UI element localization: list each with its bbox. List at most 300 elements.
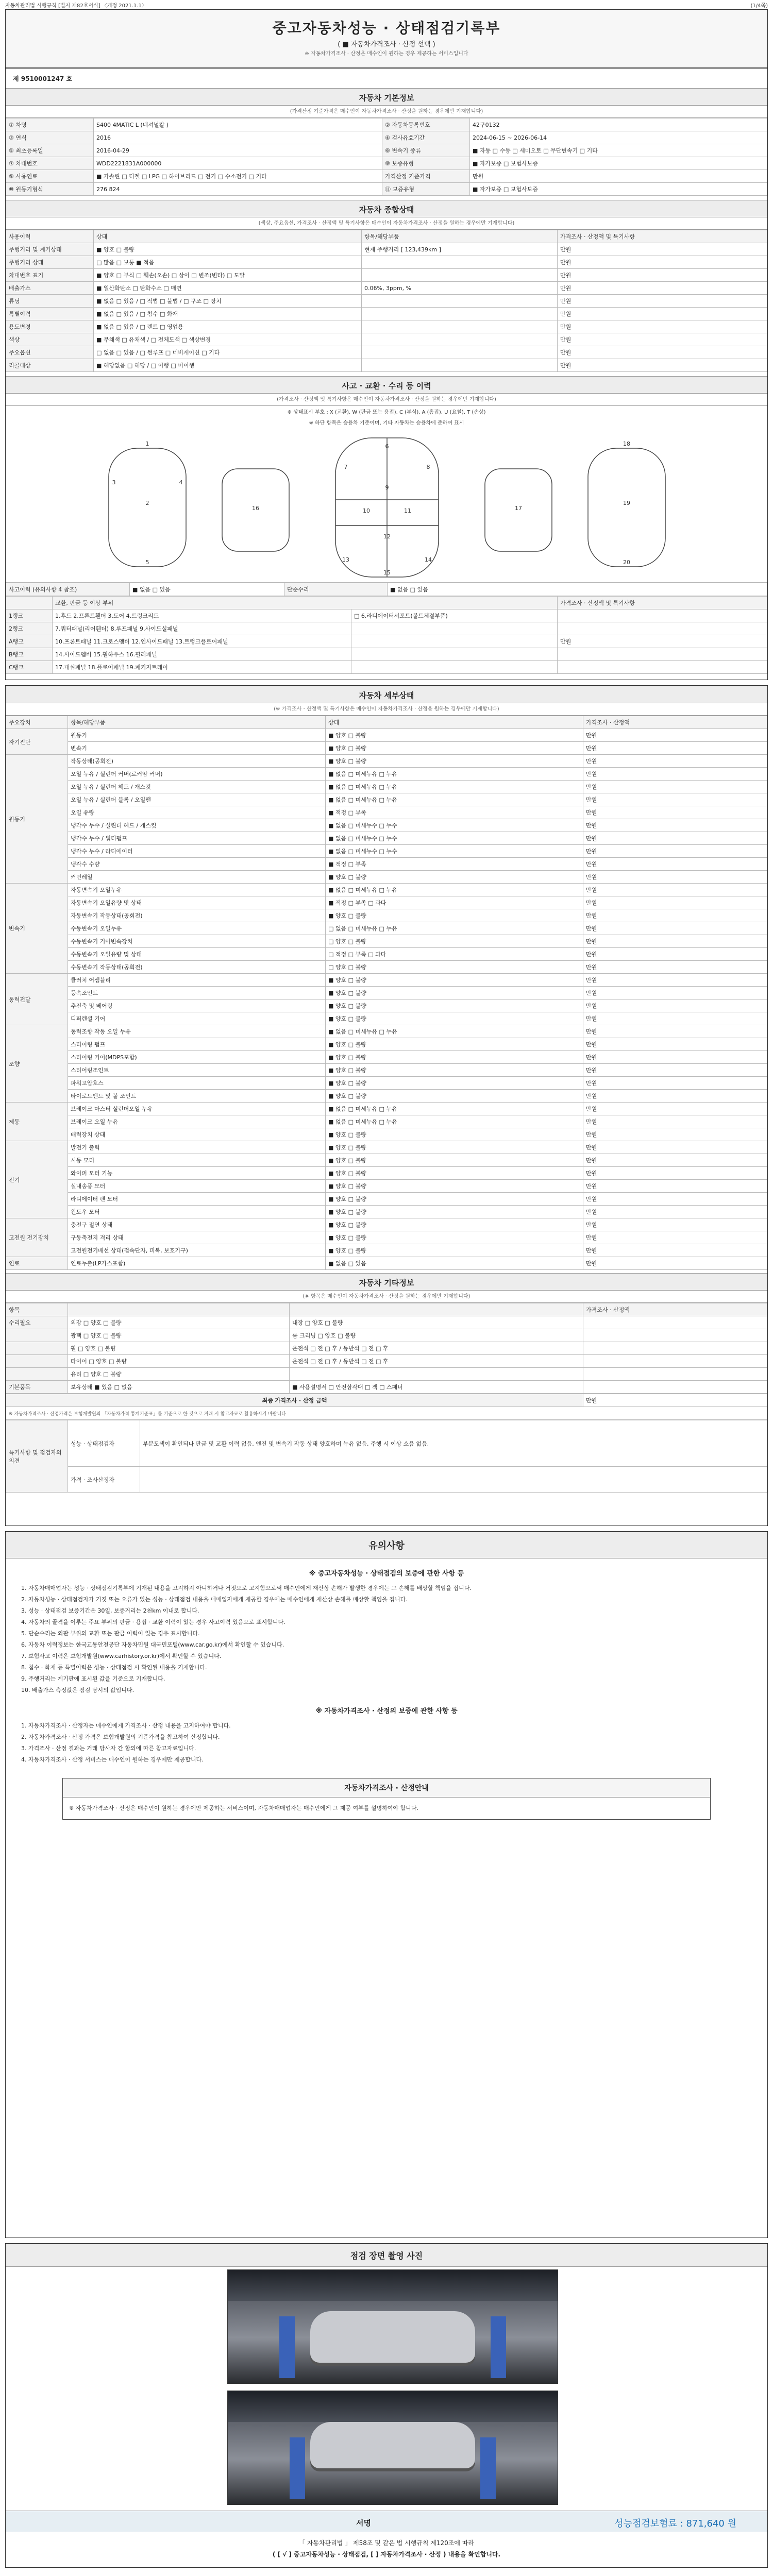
general-status: ■ 없음 □ 있음 / □ 렌트 □ 영업용 xyxy=(94,320,362,333)
caution-box xyxy=(62,1778,711,1820)
inspection-photo-1 xyxy=(227,2269,558,2384)
caution-sub1: ※ 중고자동차성능 · 상태점검의 보증에 관한 사항 등 xyxy=(309,1570,464,1578)
detail-table xyxy=(6,716,767,1270)
diagram-part-number: 17 xyxy=(515,505,522,512)
detail-price: 만원 xyxy=(583,922,767,935)
other-row xyxy=(6,1316,767,1329)
detail-price: 만원 xyxy=(583,1090,767,1103)
page-2 xyxy=(5,685,768,1526)
detail-status: ■ 양호 □ 불량 xyxy=(326,742,583,755)
detail-row xyxy=(6,1244,767,1257)
detail-group: 조향 xyxy=(6,1025,68,1103)
accident-legend-bottom: ※ 하단 항목은 승용차 기준이며, 기타 자동차는 승용차에 준하여 표시 xyxy=(309,420,464,426)
detail-note: (※ 가격조사 · 산정액 및 특기사항은 매수인이 자동차가격조사 · 산정을 원하는 경우에만 기재합니다) xyxy=(6,703,767,716)
detail-status: ■ 없음 □ 미세누유 □ 누유 xyxy=(326,768,583,781)
detail-row xyxy=(6,781,767,793)
detail-price: 만원 xyxy=(583,819,767,832)
basic-row xyxy=(6,131,767,144)
rank-label: C랭크 xyxy=(6,661,53,674)
other-price xyxy=(583,1316,767,1329)
detail-status: ■ 양호 □ 불량 xyxy=(326,1141,583,1154)
detail-status: ■ 양호 □ 불량 xyxy=(326,1077,583,1090)
basic-row xyxy=(6,183,767,196)
general-label: 리콜대상 xyxy=(6,359,94,372)
detail-row xyxy=(6,768,767,781)
general-label: 색상 xyxy=(6,333,94,346)
general-status: ■ 무채색 □ 유채색 / □ 전체도색 □ 색상변경 xyxy=(94,333,362,346)
general-label: 주요옵션 xyxy=(6,346,94,359)
detail-row xyxy=(6,793,767,806)
caution-item: 9. 주행거리는 계기판에 표시된 값을 기준으로 기재합니다. xyxy=(21,1675,165,1682)
detail-row xyxy=(6,987,767,999)
general-item xyxy=(362,308,558,320)
general-price: 만원 xyxy=(558,333,767,346)
detail-group: 고전원 전기장치 xyxy=(6,1218,68,1257)
rank-row xyxy=(6,648,767,661)
detail-status: ■ 양호 □ 불량 xyxy=(326,974,583,987)
detail-status: ■ 양호 □ 불량 xyxy=(326,1180,583,1193)
basic-value: ■ 자동 □ 수동 □ 세미오토 □ 무단변속기 □ 기타 xyxy=(470,144,767,157)
basic-info-table xyxy=(6,118,767,196)
detail-status: ■ 양호 □ 불량 xyxy=(326,755,583,768)
car-outline-diagram xyxy=(6,428,767,582)
rank-label: B랭크 xyxy=(6,648,53,661)
rank-extra xyxy=(351,635,558,648)
basic-row xyxy=(6,144,767,157)
remarks-table xyxy=(6,1420,767,1493)
detail-row xyxy=(6,871,767,884)
detail-header: 주요장치 xyxy=(6,716,68,729)
detail-row xyxy=(6,1206,767,1218)
detail-status: ■ 양호 □ 불량 xyxy=(326,1154,583,1167)
detail-item: 브레이크 마스터 실린더오일 누유 xyxy=(68,1103,326,1115)
detail-status: ■ 양호 □ 불량 xyxy=(326,1051,583,1064)
caution-item: 4. 자동차의 골격을 이루는 주요 부위의 판금 · 용접 · 교환 이력이 있는 경우 사고이력 있음으로 표시합니다. xyxy=(21,1619,285,1625)
remarks-appraiser-label: 가격 · 조사산정자 xyxy=(68,1467,140,1493)
photos-heading: 점검 장면 촬영 사진 xyxy=(6,2244,767,2267)
general-row xyxy=(6,295,767,308)
other-header: 가격조사 · 산정액 xyxy=(583,1303,767,1316)
other-note: (※ 항목은 매수인이 자동차가격조사 · 산정을 원하는 경우에만 기재합니다) xyxy=(6,1291,767,1303)
detail-price: 만원 xyxy=(583,884,767,896)
detail-price: 만원 xyxy=(583,729,767,742)
final-price-table xyxy=(6,1394,767,1420)
caution-sub2: ※ 자동차가격조사 · 산정의 보증에 관한 사항 등 xyxy=(315,1707,458,1715)
general-label: 주행거리 및 계기상태 xyxy=(6,243,94,256)
detail-status: □ 적정 □ 부족 □ 과다 xyxy=(326,948,583,961)
basic-row xyxy=(6,170,767,183)
accident-heading: 사고 · 교환 · 수리 등 이력 xyxy=(6,376,767,394)
accident-summary xyxy=(6,583,767,596)
detail-item: 스티어링 기어(MDPS포함) xyxy=(68,1051,326,1064)
diagram-part-number: 18 xyxy=(623,440,630,447)
caution-item: 5. 단순수리는 외판 부위의 교환 또는 판금 이력이 있는 경우 표시합니다. xyxy=(21,1630,200,1637)
general-item: 현재 주행거리 [ 123,439km ] xyxy=(362,243,558,256)
detail-status: ■ 양호 □ 불량 xyxy=(326,1064,583,1077)
basic-value: 276 824 xyxy=(94,183,382,196)
general-item xyxy=(362,256,558,269)
car-diagram xyxy=(6,428,767,583)
basic-label: ③ 연식 xyxy=(6,131,94,144)
detail-row xyxy=(6,935,767,948)
detail-status: ■ 양호 □ 불량 xyxy=(326,999,583,1012)
detail-item: 냉각수 누수 / 라디에이터 xyxy=(68,845,326,858)
general-row xyxy=(6,308,767,320)
detail-item: 자동변속기 오일누유 xyxy=(68,884,326,896)
general-row xyxy=(6,243,767,256)
detail-item: 등속조인트 xyxy=(68,987,326,999)
detail-row xyxy=(6,1115,767,1128)
basic-value: ■ 가솔린 □ 디젤 □ LPG □ 하이브리드 □ 전기 □ 수소전기 □ 기타 xyxy=(94,170,382,183)
detail-status: ■ 양호 □ 불량 xyxy=(326,1128,583,1141)
detail-price: 만원 xyxy=(583,1025,767,1038)
general-header: 항목/해당부품 xyxy=(362,230,558,243)
other-col2: 내장 □ 양호 □ 불량 xyxy=(290,1316,583,1329)
detail-price: 만원 xyxy=(583,935,767,948)
detail-row xyxy=(6,1025,767,1038)
caution-item: 4. 자동차가격조사 · 산정 서비스는 매수인이 원하는 경우에만 제공합니다. xyxy=(21,1756,204,1763)
detail-row xyxy=(6,1231,767,1244)
detail-item: 추진축 및 베어링 xyxy=(68,999,326,1012)
detail-row xyxy=(6,961,767,974)
general-item xyxy=(362,269,558,282)
other-price xyxy=(583,1329,767,1342)
detail-price: 만원 xyxy=(583,999,767,1012)
detail-price: 만원 xyxy=(583,1206,767,1218)
accident-summary-cell: 단순수리 xyxy=(284,583,388,596)
other-col2: 운전석 □ 전 □ 후 / 동반석 □ 전 □ 후 xyxy=(290,1355,583,1368)
diagram-part-number: 2 xyxy=(145,500,149,506)
other-label xyxy=(6,1368,68,1381)
rank-extra xyxy=(351,622,558,635)
detail-price: 만원 xyxy=(583,781,767,793)
detail-status: ■ 양호 □ 불량 xyxy=(326,987,583,999)
general-price: 만원 xyxy=(558,269,767,282)
detail-status: ■ 양호 □ 불량 xyxy=(326,1038,583,1051)
detail-item: 수동변속기 작동상태(공회전) xyxy=(68,961,326,974)
other-col1: 휠 □ 양호 □ 불량 xyxy=(68,1342,290,1355)
insurance-fee: 성능점검보험료 : 871,640 원 xyxy=(614,2518,736,2529)
other-price xyxy=(583,1342,767,1355)
other-row xyxy=(6,1355,767,1368)
detail-item: 자동변속기 오일유량 및 상태 xyxy=(68,896,326,909)
caution-item: 2. 자동차성능 · 상태점검자가 거짓 또는 오류가 있는 성능 · 상태점검 내용을 매매업자에게 제공한 경우에는 매수인에게 재산상 손해를 배상할 책임을 집니다. xyxy=(21,1596,408,1603)
caution-item: 3. 성능 · 상태점검 보증기간은 30일, 보증거리는 2천km 이내로 합니다. xyxy=(21,1607,199,1614)
form-header xyxy=(6,10,767,82)
general-label: 주행거리 상태 xyxy=(6,256,94,269)
general-row xyxy=(6,269,767,282)
other-header xyxy=(68,1303,290,1316)
detail-group: 동력전달 xyxy=(6,974,68,1025)
general-header: 상태 xyxy=(94,230,362,243)
detail-row xyxy=(6,1064,767,1077)
basic-value: 2016-04-29 xyxy=(94,144,382,157)
detail-item: 고전원전기배선 상태(접속단자, 피복, 보호기구) xyxy=(68,1244,326,1257)
detail-item: 파워고압호스 xyxy=(68,1077,326,1090)
remarks-inspector-label: 성능 · 상태점검자 xyxy=(68,1420,140,1467)
detail-item: 커먼레일 xyxy=(68,871,326,884)
diagram-part-number: 3 xyxy=(112,479,116,486)
basic-row xyxy=(6,118,767,131)
accident-summary-cell: 사고이력 (유의사항 4 참조) xyxy=(6,583,130,596)
remarks-appraiser-value xyxy=(140,1467,767,1493)
detail-price: 만원 xyxy=(583,1167,767,1180)
detail-status: ■ 없음 □ 미세누유 □ 누유 xyxy=(326,1115,583,1128)
detail-row xyxy=(6,755,767,768)
detail-item: 동력조향 작동 오일 누유 xyxy=(68,1025,326,1038)
detail-status: □ 양호 □ 불량 xyxy=(326,961,583,974)
detail-item: 스티어링 펌프 xyxy=(68,1038,326,1051)
detail-status: ■ 양호 □ 불량 xyxy=(326,909,583,922)
diagram-part-number: 1 xyxy=(145,440,149,447)
detail-price: 만원 xyxy=(583,987,767,999)
general-price: 만원 xyxy=(558,256,767,269)
rank-price xyxy=(558,622,767,635)
general-row xyxy=(6,256,767,269)
detail-price: 만원 xyxy=(583,1141,767,1154)
general-status: ■ 없음 □ 있음 / □ 적법 □ 불법 / □ 구조 □ 장치 xyxy=(94,295,362,308)
detail-price: 만원 xyxy=(583,1038,767,1051)
basic-info-heading: 자동차 기본정보 xyxy=(6,88,767,106)
general-status: ■ 양호 □ 불량 xyxy=(94,243,362,256)
detail-status: ■ 양호 □ 불량 xyxy=(326,1090,583,1103)
other-header xyxy=(290,1303,583,1316)
detail-item: 오일 누유 / 실린더 헤드 / 개스킷 xyxy=(68,781,326,793)
basic-label: ① 차명 xyxy=(6,118,94,131)
diagram-part-number: 4 xyxy=(179,479,183,486)
detail-item: 냉각수 누수 / 실린더 헤드 / 개스킷 xyxy=(68,819,326,832)
rank-parts: 10.프론트패널 11.크로스멤버 12.인사이드패널 13.트렁크플로어패널 xyxy=(53,635,351,648)
diagram-part-number: 10 xyxy=(363,507,370,514)
detail-row xyxy=(6,1090,767,1103)
basic-value: ■ 자가보증 □ 보험사보증 xyxy=(470,157,767,170)
detail-status: □ 없음 □ 미세누유 □ 누유 xyxy=(326,922,583,935)
detail-price: 만원 xyxy=(583,1257,767,1270)
general-header: 가격조사 · 산정액 및 특기사항 xyxy=(558,230,767,243)
rank-row xyxy=(6,609,767,622)
diagram-part-number: 11 xyxy=(404,507,411,514)
other-col1: 유리 □ 양호 □ 불량 xyxy=(68,1368,290,1381)
general-heading: 자동차 종합상태 xyxy=(6,200,767,217)
general-item: 0.06%, 3ppm, % xyxy=(362,282,558,295)
detail-price: 만원 xyxy=(583,948,767,961)
detail-status: ■ 양호 □ 불량 xyxy=(326,1218,583,1231)
detail-header: 항목/해당부품 xyxy=(68,716,326,729)
detail-status: ■ 양호 □ 불량 xyxy=(326,1244,583,1257)
rank-row xyxy=(6,661,767,674)
footer-line-2: ( [ √ ] 중고자동차성능 · 상태점검, [ ] 자동차가격조사 · 산정 ) 내용을 확인합니다. xyxy=(272,2551,501,2558)
detail-item: 클러치 어셈블리 xyxy=(68,974,326,987)
general-table xyxy=(6,230,767,372)
general-status: ■ 해당없음 □ 해당 / □ 이행 □ 미이행 xyxy=(94,359,362,372)
basic-value: S400 4MATIC L (네셔널칼 ) xyxy=(94,118,382,131)
sign-label: 서명 xyxy=(356,2518,371,2528)
detail-status: ■ 없음 □ 있음 xyxy=(326,1257,583,1270)
detail-item: 타이로드엔드 및 볼 조인트 xyxy=(68,1090,326,1103)
caution-item: 8. 침수 · 화재 등 특별이력은 성능 · 상태점검 시 확인된 내용을 기재합니다. xyxy=(21,1664,207,1671)
basic-label: ⑧ 보증유형 xyxy=(382,157,470,170)
general-label: 배출가스 xyxy=(6,282,94,295)
detail-price: 만원 xyxy=(583,1103,767,1115)
detail-group: 전기 xyxy=(6,1141,68,1218)
other-col1: 타이어 □ 양호 □ 불량 xyxy=(68,1355,290,1368)
detail-status: ■ 양호 □ 불량 xyxy=(326,871,583,884)
detail-group: 변속기 xyxy=(6,884,68,974)
other-col1: 광택 □ 양호 □ 불량 xyxy=(68,1329,290,1342)
detail-row xyxy=(6,832,767,845)
detail-row xyxy=(6,1257,767,1270)
detail-item: 구동축전지 격리 상태 xyxy=(68,1231,326,1244)
detail-item: 브레이크 오일 누유 xyxy=(68,1115,326,1128)
detail-row xyxy=(6,948,767,961)
general-status: ■ 양호 □ 부식 □ 훼손(오손) □ 상이 □ 변조(변타) □ 도말 xyxy=(94,269,362,282)
detail-item: 충전구 절연 상태 xyxy=(68,1218,326,1231)
basic-label: ④ 검사유효기간 xyxy=(382,131,470,144)
other-label: 기본품목 xyxy=(6,1381,68,1394)
detail-status: ■ 적정 □ 부족 □ 과다 xyxy=(326,896,583,909)
general-price: 만원 xyxy=(558,308,767,320)
detail-heading: 자동차 세부상태 xyxy=(6,686,767,703)
detail-status: ■ 없음 □ 미세누유 □ 누유 xyxy=(326,1025,583,1038)
detail-price: 만원 xyxy=(583,1064,767,1077)
detail-row xyxy=(6,1051,767,1064)
detail-price: 만원 xyxy=(583,806,767,819)
other-table xyxy=(6,1303,767,1394)
basic-value: 2016 xyxy=(94,131,382,144)
diagram-part-number: 15 xyxy=(383,569,391,576)
other-col2 xyxy=(290,1368,583,1381)
basic-value: 42구0132 xyxy=(470,118,767,131)
accident-summary-cell: ■ 없음 □ 있음 xyxy=(388,583,767,596)
caution-box-title: 자동차가격조사 · 산정안내 xyxy=(63,1778,710,1798)
detail-item: 와이퍼 모터 기능 xyxy=(68,1167,326,1180)
detail-row xyxy=(6,1103,767,1115)
detail-item: 스티어링조인트 xyxy=(68,1064,326,1077)
basic-label: ⑤ 최초등록일 xyxy=(6,144,94,157)
rank-label: 1랭크 xyxy=(6,609,53,622)
general-status: □ 없음 □ 있음 / □ 썬루프 □ 네비게이션 □ 기타 xyxy=(94,346,362,359)
detail-price: 만원 xyxy=(583,1231,767,1244)
detail-status: ■ 없음 □ 미세누수 □ 누수 xyxy=(326,819,583,832)
detail-price: 만원 xyxy=(583,1218,767,1231)
general-item xyxy=(362,359,558,372)
basic-label: ⑦ 차대번호 xyxy=(6,157,94,170)
detail-price: 만원 xyxy=(583,1115,767,1128)
detail-price: 만원 xyxy=(583,845,767,858)
detail-price: 만원 xyxy=(583,896,767,909)
general-status: ■ 일산화탄소 □ 탄화수소 □ 매연 xyxy=(94,282,362,295)
inspection-photo-2 xyxy=(227,2391,558,2505)
rank-parts: 14.사이드멤버 15.휠하우스 16.필러패널 xyxy=(53,648,351,661)
general-label: 용도변경 xyxy=(6,320,94,333)
diagram-part-number: 5 xyxy=(145,559,149,566)
caution-heading: 유의사항 xyxy=(6,1532,767,1558)
diagram-part-number: 16 xyxy=(252,505,259,512)
other-price xyxy=(583,1381,767,1394)
page-3 xyxy=(5,1531,768,2238)
detail-price: 만원 xyxy=(583,793,767,806)
detail-item: 실내송풍 모터 xyxy=(68,1180,326,1193)
detail-row xyxy=(6,1038,767,1051)
other-label: 수리필요 xyxy=(6,1316,68,1329)
car-top-view-left xyxy=(109,448,186,567)
detail-item: 작동상태(공회전) xyxy=(68,755,326,768)
basic-info-note: (가격산정 기준가격은 매수인이 자동차가격조사 · 산정을 원하는 경우에만 기재합니다) xyxy=(6,106,767,118)
detail-price: 만원 xyxy=(583,974,767,987)
detail-row xyxy=(6,729,767,742)
detail-status: ■ 없음 □ 미세누수 □ 누수 xyxy=(326,832,583,845)
top-bar xyxy=(0,0,773,8)
detail-price: 만원 xyxy=(583,1180,767,1193)
rank-extra xyxy=(351,661,558,674)
detail-row xyxy=(6,909,767,922)
detail-header: 상태 xyxy=(326,716,583,729)
detail-item: 윈도우 모터 xyxy=(68,1206,326,1218)
caution-item: 7. 보험사고 이력은 보험개발원(www.carhistory.or.kr)에서 확인할 수 있습니다. xyxy=(21,1653,222,1659)
detail-status: ■ 없음 □ 미세누유 □ 누유 xyxy=(326,884,583,896)
general-label: 차대번호 표기 xyxy=(6,269,94,282)
rank-price xyxy=(558,661,767,674)
accident-legend-top: ※ 상태표시 부호 : X (교환), W (판금 또는 용접), C (부식), A (흠집), U (요철), T (손상) xyxy=(287,410,486,415)
detail-status: ■ 양호 □ 불량 xyxy=(326,1012,583,1025)
general-label: 튜닝 xyxy=(6,295,94,308)
caution-item: 1. 자동차매매업자는 성능 · 상태점검기록부에 기재된 내용을 고지하지 아니하거나 거짓으로 고지함으로써 매수인에게 재산상 손해가 발생한 경우에는 그 손해를 배상할 책임을 집니다. xyxy=(21,1585,472,1591)
caution-item: 1. 자동차가격조사 · 산정자는 매수인에게 가격조사 · 산정 내용을 고지하여야 합니다. xyxy=(21,1722,231,1729)
basic-label: ⑥ 변속기 종류 xyxy=(382,144,470,157)
detail-item: 수동변속기 오일유량 및 상태 xyxy=(68,948,326,961)
detail-row xyxy=(6,1141,767,1154)
form-subtitle: ( ■ 자동차가격조사 · 산정 선택 ) xyxy=(338,41,435,48)
detail-item: 냉각수 누수 / 워터펌프 xyxy=(68,832,326,845)
basic-value: WDD2221831A000000 xyxy=(94,157,382,170)
detail-row xyxy=(6,896,767,909)
detail-status: ■ 양호 □ 불량 xyxy=(326,1206,583,1218)
detail-price: 만원 xyxy=(583,961,767,974)
other-label xyxy=(6,1342,68,1355)
detail-price: 만원 xyxy=(583,909,767,922)
general-item xyxy=(362,333,558,346)
detail-group: 원동기 xyxy=(6,755,68,884)
detail-price: 만원 xyxy=(583,1154,767,1167)
rank-price xyxy=(558,609,767,622)
basic-label: ② 자동차등록번호 xyxy=(382,118,470,131)
detail-status: ■ 양호 □ 불량 xyxy=(326,1193,583,1206)
car-top-view-right xyxy=(588,448,665,567)
general-price: 만원 xyxy=(558,282,767,295)
rank-price: 만원 xyxy=(558,635,767,648)
detail-status: ■ 없음 □ 미세누유 □ 누유 xyxy=(326,1103,583,1115)
detail-row xyxy=(6,1128,767,1141)
diagram-part-number: 14 xyxy=(425,556,432,563)
detail-row xyxy=(6,806,767,819)
detail-status: ■ 양호 □ 불량 xyxy=(326,1231,583,1244)
detail-item: 냉각수 수량 xyxy=(68,858,326,871)
diagram-part-number: 20 xyxy=(623,559,630,566)
other-header-row xyxy=(6,1303,767,1316)
general-price: 만원 xyxy=(558,359,767,372)
detail-item: 원동기 xyxy=(68,729,326,742)
certificate-number: 제 9510001247 호 xyxy=(13,75,73,82)
detail-price: 만원 xyxy=(583,1244,767,1257)
detail-row xyxy=(6,1218,767,1231)
rank-row xyxy=(6,635,767,648)
detail-status: ■ 적정 □ 부족 xyxy=(326,806,583,819)
detail-item: 자동변속기 작동상태(공회전) xyxy=(68,909,326,922)
detail-row xyxy=(6,742,767,755)
footer-line-1: 「 자동차관리법 」 제58조 및 같은 법 시행규칙 제120조에 따라 xyxy=(299,2539,474,2547)
general-price: 만원 xyxy=(558,320,767,333)
accident-summary-cell: ■ 없음 □ 있음 xyxy=(130,583,284,596)
